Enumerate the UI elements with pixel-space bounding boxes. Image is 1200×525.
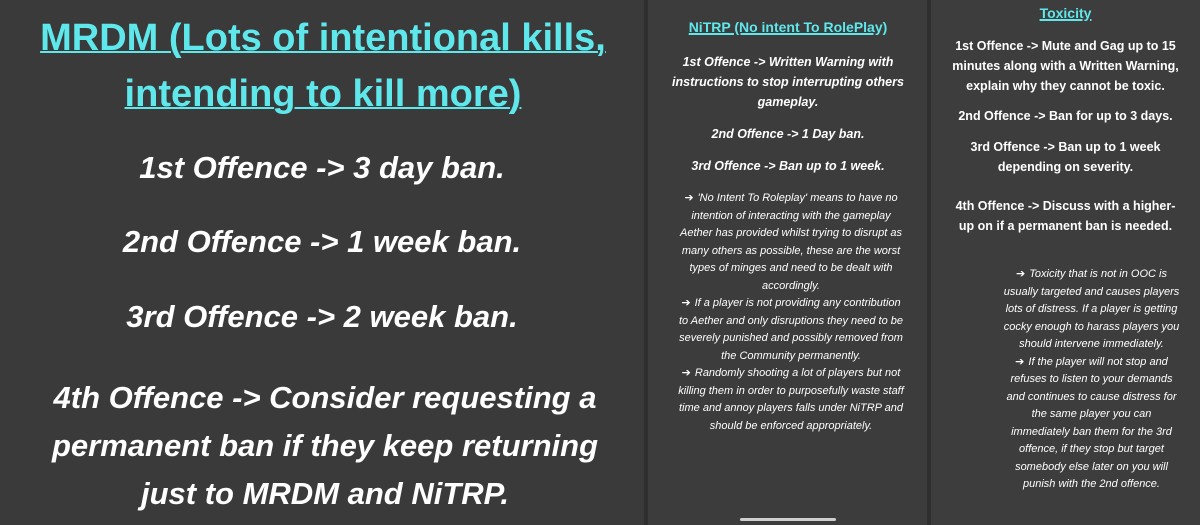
arrow-right-icon: ➔ — [684, 192, 694, 204]
mrdm-offence-2: 2nd Offence -> 1 week ban. — [122, 224, 522, 259]
list-item — [678, 295, 904, 365]
toxicity-bullet-list — [1001, 266, 1182, 494]
toxicity-offence-2: 2nd Offence -> Ban for up to 3 days. — [958, 109, 1173, 123]
arrow-right-icon: ➔ — [681, 367, 691, 379]
nitrp-title: NiTRP (No intent To RolePlay) — [688, 19, 888, 35]
nitrp-bullet-3: Randomly shooting a lot of players but not killing them in order to purposefully waste staff time and annoy players falls under NiTRP and should be enforced appropriately. — [678, 367, 904, 432]
home-indicator — [740, 518, 836, 521]
mrdm-offence-3: 3rd Offence -> 2 week ban. — [126, 299, 518, 334]
nitrp-bullet-2: If a player is not providing any contribution to Aether and only disruptions they need to be severely punished and possibly removed from the Community permanently. — [678, 297, 904, 362]
list-item — [1001, 266, 1182, 354]
arrow-right-icon: ➔ — [1015, 355, 1025, 368]
toxicity-offence-1: 1st Offence -> Mute and Gag up to 15 minutes along with a Written Warning, explain why they cannot be toxic. — [952, 39, 1179, 93]
mrdm-title: MRDM (Lots of intentional kills, intending to kill more) — [40, 17, 606, 115]
list-item — [678, 190, 904, 295]
nitrp-offence-1: 1st Offence -> Written Warning with instructions to stop interrupting others gameplay. — [672, 55, 904, 109]
list-item — [678, 365, 904, 435]
arrow-right-icon: ➔ — [681, 297, 691, 309]
toxicity-offence-4: 4th Offence -> Discuss with a higher-up on if a permanent ban is needed. — [955, 199, 1176, 233]
nitrp-offence-3: 3rd Offence -> Ban up to 1 week. — [691, 159, 885, 173]
nitrp-bullet-list — [678, 190, 904, 435]
toxicity-bullet-2: If the player will not stop and refuses to listen to your demands and continues to cause distress for the same player you can immediately ban them for the 3rd offence, if they stop but target somebody else later on you will punish with the 2nd offence. — [1006, 355, 1177, 490]
toxicity-offence-3: 3rd Offence -> Ban up to 1 week depending on severity. — [970, 140, 1161, 174]
nitrp-bullet-1: 'No Intent To Roleplay' means to have no intention of interacting with the gameplay Aether has provided whilst trying to disrupt as many others as possible, these are the worst types of minges and need to be dealt with accordingly. — [680, 192, 902, 292]
mrdm-offence-1: 1st Offence -> 3 day ban. — [139, 150, 505, 185]
nitrp-offence-2: 2nd Offence -> 1 Day ban. — [711, 127, 865, 141]
arrow-right-icon: ➔ — [1016, 268, 1026, 280]
toxicity-bullet-1: Toxicity that is not in OOC is usually targeted and causes players lots of distress. If a player is getting cocky enough to harass players you should intervene immediately. — [1003, 268, 1180, 350]
mrdm-offence-4: 4th Offence -> Consider requesting a permanent ban if they keep returning just to MRDM and NiTRP. — [51, 380, 599, 511]
list-item — [1001, 354, 1182, 494]
nitrp-panel — [648, 0, 928, 525]
toxicity-title: Toxicity — [1039, 5, 1092, 21]
toxicity-panel — [931, 0, 1200, 525]
